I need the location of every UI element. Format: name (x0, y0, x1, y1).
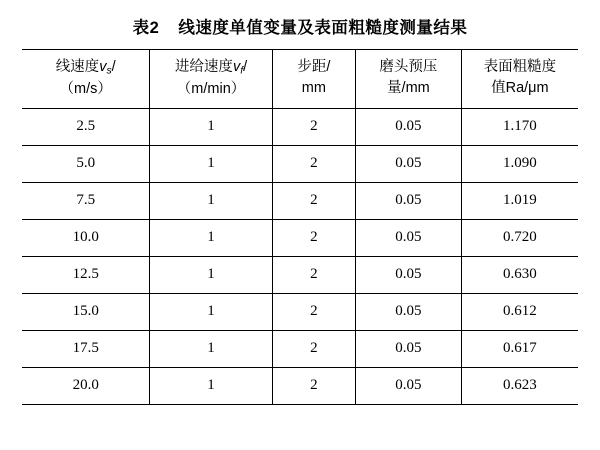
column-header-text: 进给速度 (174, 59, 233, 75)
cell-step-distance: 2 (272, 367, 355, 404)
column-header-unit: mm (301, 80, 326, 97)
column-header-text: 磨头预压 (379, 59, 438, 76)
cell-step-distance: 2 (272, 219, 355, 256)
table-body (22, 108, 578, 404)
cell-line-speed: 17.5 (22, 330, 150, 367)
cell-roughness: 0.630 (461, 256, 578, 293)
cell-line-speed: 15.0 (22, 293, 150, 330)
table-caption-label: 表2 (132, 19, 160, 37)
column-header-unit: （m/s） (59, 80, 112, 97)
table-row (22, 293, 578, 330)
cell-step-distance: 2 (272, 108, 355, 145)
cell-roughness: 1.019 (461, 182, 578, 219)
cell-feed-speed: 1 (150, 182, 272, 219)
table-row (22, 330, 578, 367)
cell-line-speed: 12.5 (22, 256, 150, 293)
cell-step-distance: 2 (272, 182, 355, 219)
column-header-unit: 值Ra/μm (491, 80, 549, 97)
cell-preload: 0.05 (356, 293, 462, 330)
column-header-roughness (461, 50, 578, 109)
column-header-symbol: v (99, 59, 107, 75)
column-header-subscript: s (106, 65, 112, 77)
table-row (22, 108, 578, 145)
cell-roughness: 0.623 (461, 367, 578, 404)
cell-step-distance: 2 (272, 330, 355, 367)
cell-feed-speed: 1 (150, 256, 272, 293)
column-header-text: 步距 (297, 59, 327, 76)
cell-line-speed: 10.0 (22, 219, 150, 256)
table-header-row (22, 50, 578, 109)
cell-preload: 0.05 (356, 182, 462, 219)
table-caption (0, 0, 600, 49)
cell-line-speed: 2.5 (22, 108, 150, 145)
column-header-step-distance (272, 50, 355, 109)
cell-step-distance: 2 (272, 256, 355, 293)
cell-line-speed: 5.0 (22, 145, 150, 182)
column-header-preload (356, 50, 462, 109)
column-header-feed-speed (150, 50, 272, 109)
column-header-text: 表面粗糙度 (483, 59, 557, 76)
cell-step-distance: 2 (272, 293, 355, 330)
cell-preload: 0.05 (356, 145, 462, 182)
results-table (22, 49, 578, 405)
column-header-text: 线速度 (55, 59, 100, 75)
cell-line-speed: 7.5 (22, 182, 150, 219)
cell-feed-speed: 1 (150, 108, 272, 145)
cell-roughness: 0.617 (461, 330, 578, 367)
cell-roughness: 0.720 (461, 219, 578, 256)
cell-feed-speed: 1 (150, 293, 272, 330)
column-header-line-speed (22, 50, 150, 109)
cell-roughness: 1.170 (461, 108, 578, 145)
table-caption-text: 线速度单值变量及表面粗糙度测量结果 (178, 19, 468, 37)
table-row (22, 145, 578, 182)
cell-preload: 0.05 (356, 219, 462, 256)
cell-step-distance: 2 (272, 145, 355, 182)
cell-roughness: 1.090 (461, 145, 578, 182)
column-header-unit: （m/min） (176, 80, 246, 97)
cell-roughness: 0.612 (461, 293, 578, 330)
table-header (22, 50, 578, 109)
cell-preload: 0.05 (356, 108, 462, 145)
table-row (22, 256, 578, 293)
cell-preload: 0.05 (356, 367, 462, 404)
cell-line-speed: 20.0 (22, 367, 150, 404)
cell-feed-speed: 1 (150, 145, 272, 182)
cell-feed-speed: 1 (150, 367, 272, 404)
column-header-subscript: f (240, 65, 244, 77)
table-row (22, 367, 578, 404)
cell-feed-speed: 1 (150, 330, 272, 367)
column-header-unit: 量/mm (387, 80, 430, 97)
cell-preload: 0.05 (356, 330, 462, 367)
table-row (22, 182, 578, 219)
column-header-symbol: v (232, 59, 241, 75)
table-row (22, 219, 578, 256)
column-header-slash: / (243, 59, 248, 75)
cell-feed-speed: 1 (150, 219, 272, 256)
column-header-slash: / (326, 59, 331, 76)
cell-preload: 0.05 (356, 256, 462, 293)
column-header-slash: / (111, 59, 116, 75)
